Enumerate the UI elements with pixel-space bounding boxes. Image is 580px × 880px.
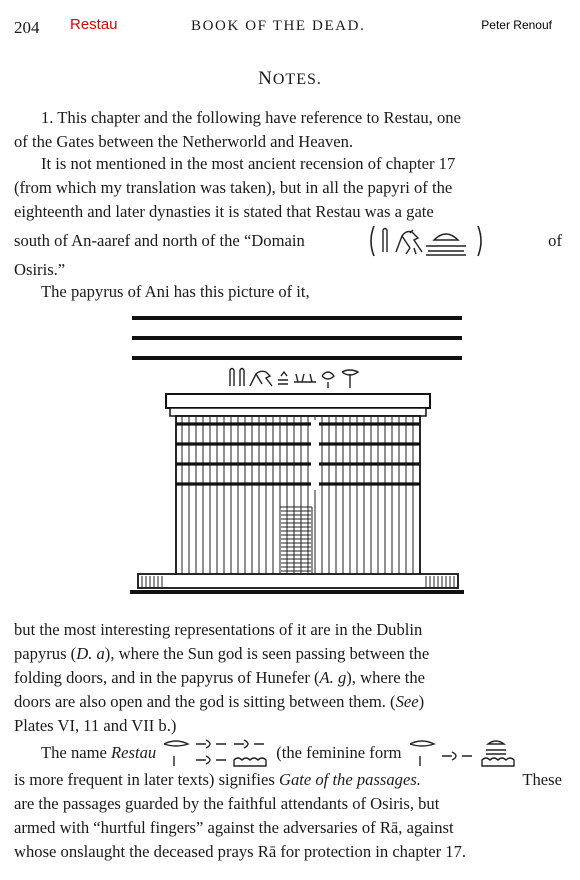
restau-hieroglyph-icon bbox=[160, 738, 272, 768]
paragraph-2 bbox=[14, 152, 562, 282]
chapter-label: Restau bbox=[70, 16, 118, 33]
text-line: 1. This chapter and the following have reference to Restau, one bbox=[41, 108, 461, 127]
paragraph-5 bbox=[14, 738, 562, 864]
text-line: folding doors, and in the papyrus of Hunefer (A. g), where the bbox=[14, 668, 426, 687]
page-number: 204 bbox=[14, 18, 40, 37]
paragraph-3 bbox=[14, 280, 562, 304]
text-line: eighteenth and later dynasties it is stated that Restau was a gate bbox=[14, 202, 434, 221]
section-title: NOTES. bbox=[258, 68, 322, 89]
text-line: whose onslaught the deceased prays Rā for protection in chapter 17. bbox=[14, 842, 467, 861]
text-line: is more frequent in later texts) signifies Gate of the passages. These bbox=[14, 770, 562, 789]
text-line: doors are also open and the god is sitting between them. (See) bbox=[14, 692, 425, 711]
text-line: (from which my translation was taken), but in all the papyri of the bbox=[14, 178, 453, 197]
gate-hieroglyphs-icon bbox=[230, 369, 358, 389]
text-line: Plates VI, 11 and VII b.) bbox=[14, 716, 177, 735]
text-line: The papyrus of Ani has this picture of it, bbox=[41, 282, 310, 301]
restau-gate-illustration bbox=[126, 312, 466, 606]
text-line: Osiris.” bbox=[14, 260, 66, 279]
text-line: papyrus (D. a), where the Sun god is seen passing between the bbox=[14, 644, 430, 663]
text-line: The name Restau (the feminine form bbox=[14, 738, 562, 768]
text-line: are the passages guarded by the faithful attendants of Osiris, but bbox=[14, 794, 440, 813]
text-line: of the Gates between the Netherworld and Heaven. bbox=[14, 132, 354, 151]
paragraph-1 bbox=[14, 106, 562, 154]
text-line: but the most interesting representations of it are in the Dublin bbox=[14, 620, 423, 639]
author-name: Peter Renouf bbox=[481, 18, 552, 32]
domain-hieroglyph-icon bbox=[366, 224, 486, 258]
running-title: BOOK OF THE DEAD. bbox=[191, 18, 366, 34]
paragraph-4 bbox=[14, 618, 562, 738]
text-line: armed with “hurtful fingers” against the adversaries of Rā, against bbox=[14, 818, 454, 837]
header-bars bbox=[132, 316, 462, 360]
gate-building bbox=[130, 394, 464, 594]
page-header bbox=[0, 14, 580, 38]
text-line: south of An-aaref and north of the “Domain of bbox=[14, 224, 562, 258]
feminine-form-hieroglyph-icon bbox=[406, 738, 518, 768]
text-line: It is not mentioned in the most ancient recension of chapter 17 bbox=[41, 154, 456, 173]
